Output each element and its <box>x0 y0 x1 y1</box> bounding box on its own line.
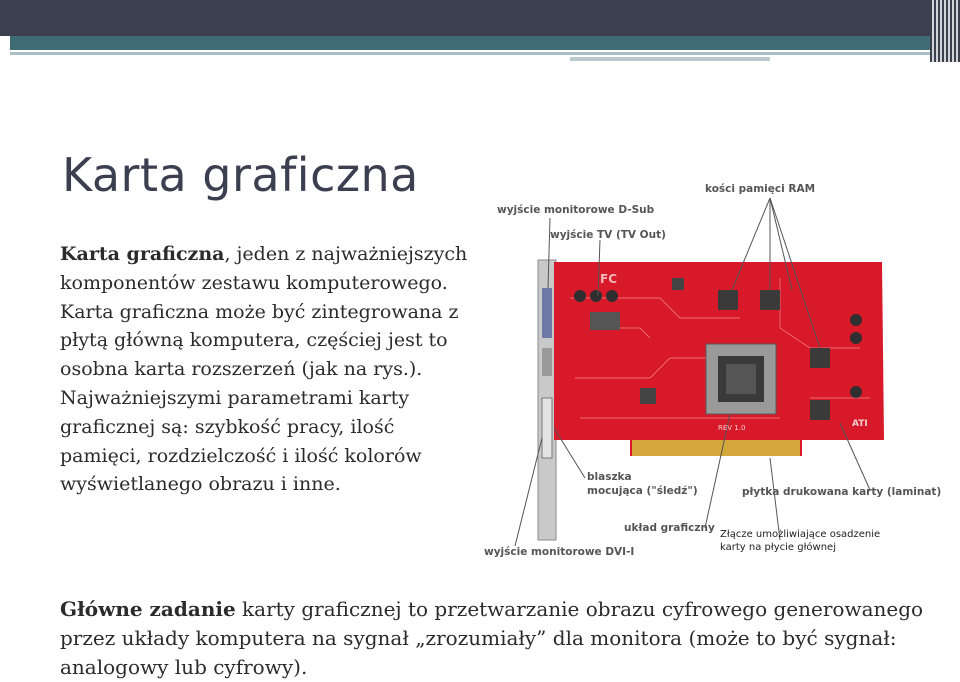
label-bracket-2: mocująca ("śledź") <box>587 485 698 497</box>
slide-title: Karta graficzna <box>62 148 419 202</box>
intro-text: , jeden z najważniejszych komponentów zestawu komputerowego. Karta graficzna może być zintegrowana z płytą główną komputera, częściej jest to osobna karta rozszerzeń (jak na rys.). Najważniejszymi parametrami karty graficznej są: szybkość pracy, ilość pamięci, rozdzielczość i ilość kolorów wyświetlanego obrazu i inne. <box>60 243 468 496</box>
label-dvi: wyjście monitorowe DVI-I <box>484 546 635 558</box>
rev-mark: REV 1.0 <box>718 424 746 432</box>
label-ram: kości pamięci RAM <box>705 183 816 195</box>
header-bar-teal <box>10 36 930 50</box>
label-dsub: wyjście monitorowe D-Sub <box>497 204 655 216</box>
label-bracket-1: blaszka <box>587 471 632 483</box>
main-task-bold-term: Główne zadanie <box>60 597 236 621</box>
intro-bold-term: Karta graficzna <box>60 243 225 265</box>
fc-mark: FC <box>600 272 618 286</box>
header-bar-dark <box>0 0 930 36</box>
header-stripes <box>930 0 960 62</box>
header-line-accent <box>570 57 770 61</box>
label-slot-note: Złącze umożliwiające osadzenie karty na płycie głównej <box>720 529 881 553</box>
graphics-card-illustration <box>480 178 940 573</box>
intro-paragraph <box>60 240 480 499</box>
header-line <box>10 52 930 55</box>
main-task-text: karty graficznej to przetwarzanie obrazu cyfrowego generowanego przez układy komputera na sygnał „zrozumiały” dla monitora (może to być sygnał: analogowy lub cyfrowy). <box>60 597 924 679</box>
graphics-card-figure <box>480 178 940 573</box>
label-pcb: płytka drukowana karty (laminat) <box>742 486 942 498</box>
main-task-paragraph <box>60 595 940 682</box>
label-gpu: układ graficzny <box>624 522 715 534</box>
label-tvout: wyjście TV (TV Out) <box>550 229 666 241</box>
ati-mark: ATI <box>852 419 868 429</box>
